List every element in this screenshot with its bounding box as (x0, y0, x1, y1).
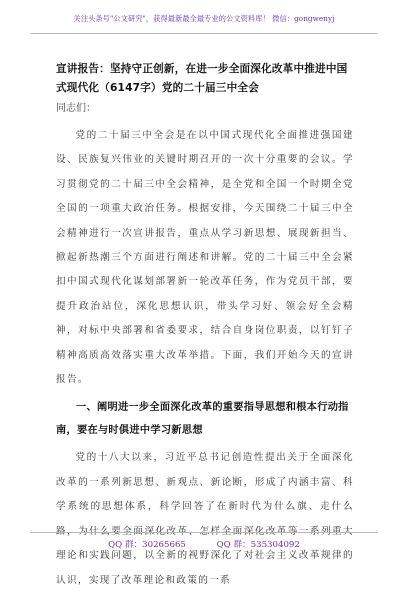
paragraph-intro: 党的二十届三中全会是在以中国式现代化全面推进强国建设、民族复兴伟业的关键时期召开的一次十分重要的会议。学习贯彻党的二十届三中全会精神，是全党和全国一个时期全党全国的一项重大政治任务。根据安排，今天围绕二十届三中全会精神进行一次宣讲报告，重点从学习新思想、展现新担当、掀起新热潮三个方面进行阐述和讲解。党的二十届三中全会紧扣中国式现代化谋划部署新一轮改革任务，作为党员干部，要提升政治站位，深化思想认识，带头学习好、领会好全会精神，对标中央部署和省委要求，结合自身岗位职责，以钉钉子精神高质高效落实重大改革举措。下面，我们开始今天的宣讲报告。 (56, 130, 354, 386)
header-banner: 关注头条号"公文研究"，获得最新最全最专业的公文资料库！ 微信：gongwenyj (73, 14, 335, 23)
header-divider (30, 33, 378, 34)
section-heading-1: 一、阐明进一步全面深化改革的重要指导思想和根本行动指南，要在与时俱进中学习新思想 (56, 402, 349, 437)
footer-divider (30, 532, 378, 533)
paragraph-section-1: 党的十八大以来，习近平总书记创造性提出关于全面深化改革的一系列新思想、新观点、新论断，形成了内涵丰富、科学系统的思想体系，科学回答了在新时代为什么旗、走什么 理论和实践问题，以全新的视野深化了对社会主义改革规律的认识，实现了改革理论和政策的一系 (56, 452, 354, 586)
footer-qq-group-1: QQ 群：30265665 (108, 540, 186, 550)
salutation: 同志们： (56, 103, 96, 114)
document-body (56, 60, 354, 593)
footer-contacts (0, 538, 408, 550)
document-title: 宣讲报告：坚持守正创新，在进一步全面深化改革中推进中国式现代化（6147字）党的二十届三中全会 (56, 63, 348, 94)
footer-qq-group-2: QQ 群：535304092 (216, 540, 300, 550)
